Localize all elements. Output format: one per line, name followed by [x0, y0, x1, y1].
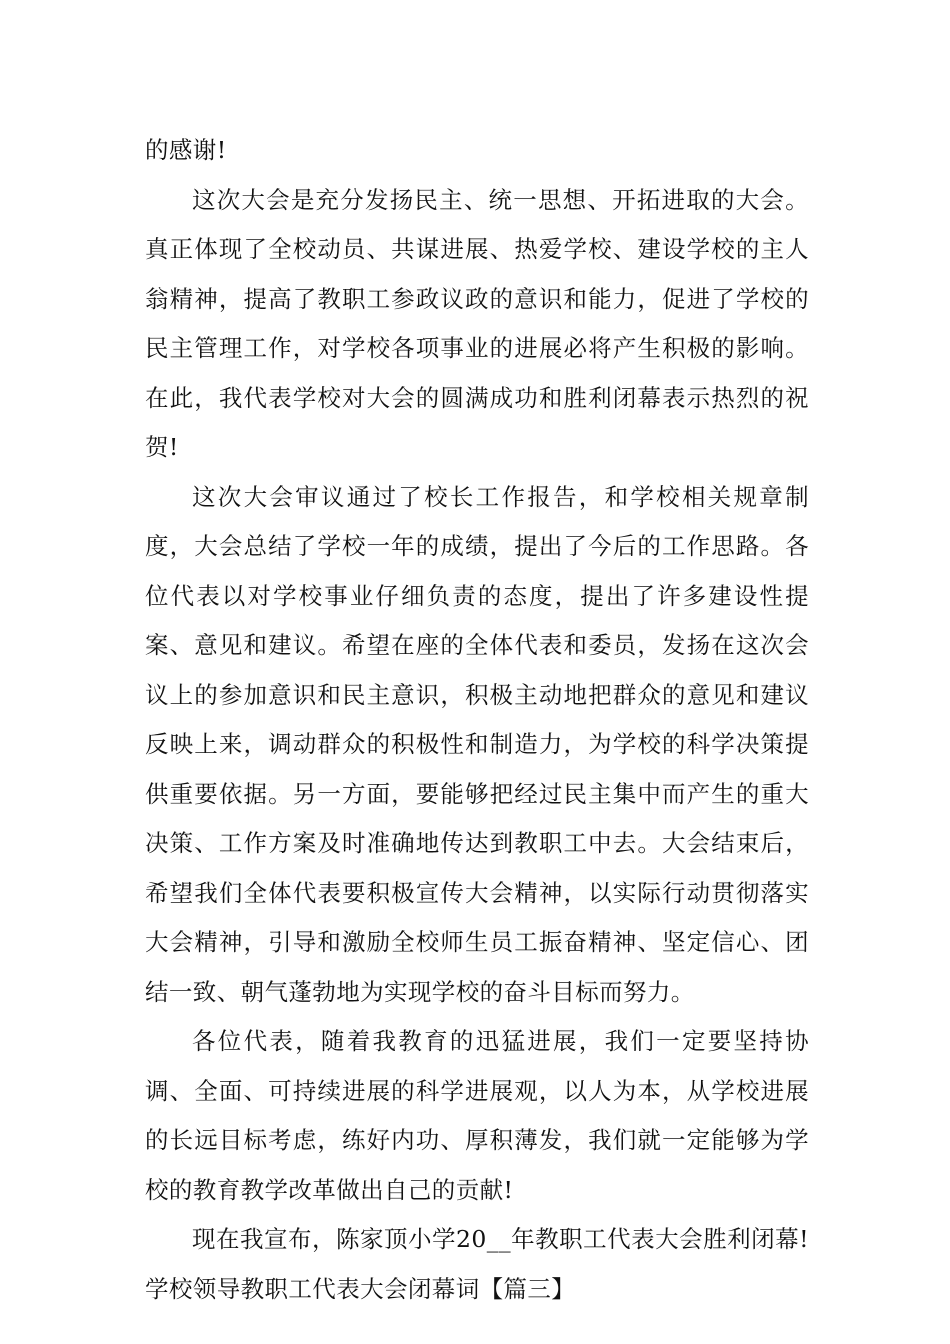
- paragraph-continuation: 的感谢!: [145, 136, 227, 164]
- paragraph-call-to-action: 各位代表，随着我教育的迅猛进展，我们一定要坚持协调、全面、可持续进展的科学进展观，以人为本，从学校进展的长远目标考虑，练好内功、厚积薄发，我们就一定能够为学校的教育教学改革做出自己的贡献!: [145, 1027, 809, 1204]
- paragraph-conference-significance: 这次大会是充分发扬民主、统一思想、开拓进取的大会。真正体现了全校动员、共谋进展、热爱学校、建设学校的主人翁精神，提高了教职工参政议政的意识和能力，促进了学校的民主管理工作，对学校各项事业的进展必将产生积极的影响。在此，我代表学校对大会的圆满成功和胜利闭幕表示热烈的祝贺!: [145, 185, 809, 461]
- document-body: [145, 126, 809, 1314]
- paragraph-conference-review: 这次大会审议通过了校长工作报告，和学校相关规章制度，大会总结了学校一年的成绩，提出了今后的工作思路。各位代表以对学校事业仔细负责的态度，提出了许多建设性提案、意见和建议。希望在座的全体代表和委员，发扬在这次会议上的参加意识和民主意识，积极主动地把群众的意见和建议反映上来，调动群众的积极性和制造力，为学校的科学决策提供重要依据。另一方面，要能够把经过民主集中而产生的重大决策、工作方案及时准确地传达到教职工中去。大会结束后，希望我们全体代表要积极宣传大会精神，以实际行动贯彻落实大会精神，引导和激励全校师生员工振奋精神、坚定信心、团结一致、朝气蓬勃地为实现学校的奋斗目标而努力。: [145, 482, 809, 1006]
- paragraph-closing-announcement: 现在我宣布，陈家顶小学20__年教职工代表大会胜利闭幕!学校领导教职工代表大会闭幕词【篇三】: [145, 1225, 809, 1303]
